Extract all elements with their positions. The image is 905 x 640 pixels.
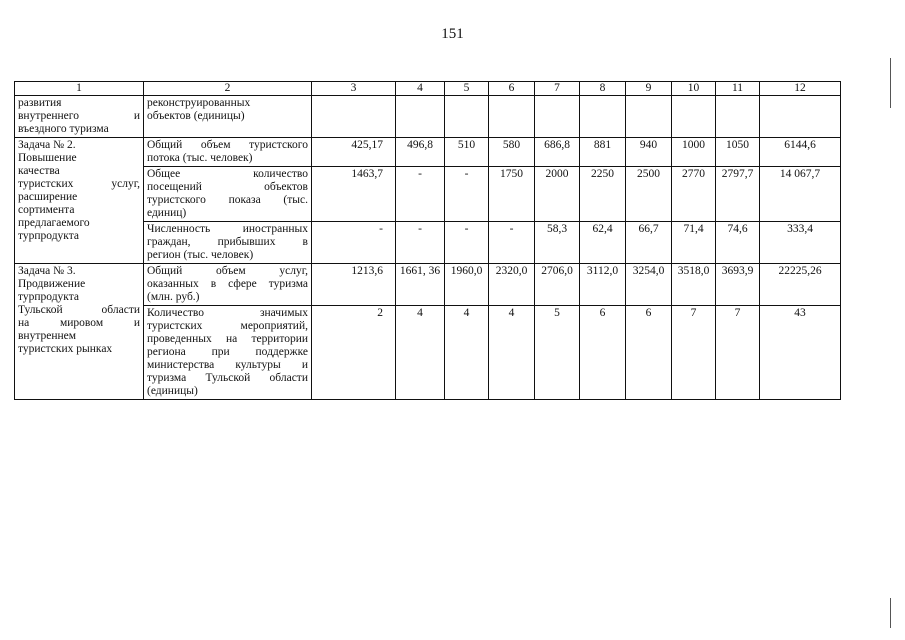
text-line: Общий объем услуг, — [147, 265, 308, 277]
value-cell: 4 — [396, 306, 445, 400]
margin-mark — [890, 598, 891, 628]
value-cell: 2706,0 — [535, 264, 580, 306]
value-cell: 3518,0 — [672, 264, 716, 306]
indicator-cell — [144, 138, 312, 167]
text-line: Продвижение — [18, 278, 86, 290]
column-header: 9 — [626, 82, 672, 96]
value-cell — [626, 96, 672, 138]
text-line: внутреннего и — [18, 110, 140, 122]
value-cell: 333,4 — [760, 222, 841, 264]
indicator-cell — [144, 222, 312, 264]
value-cell: 1960,0 — [445, 264, 489, 306]
value-cell: 1050 — [716, 138, 760, 167]
value-cell: 3693,9 — [716, 264, 760, 306]
value-cell: 1661, 36 — [396, 264, 445, 306]
value-cell: 2797,7 — [716, 167, 760, 222]
value-cell: 74,6 — [716, 222, 760, 264]
text-line: граждан, прибывших в — [147, 236, 308, 248]
text-line: Общий объем туристского — [147, 139, 308, 151]
value-cell: 1213,6 — [312, 264, 396, 306]
task-cell — [15, 138, 144, 264]
value-cell: - — [312, 222, 396, 264]
text-line: Численность иностранных — [147, 223, 308, 235]
column-header: 7 — [535, 82, 580, 96]
value-cell: 510 — [445, 138, 489, 167]
text-line: расширение — [18, 191, 78, 203]
text-line: въездного туризма — [18, 123, 109, 135]
text-line: туристских рынках — [18, 343, 113, 355]
value-cell: 3112,0 — [580, 264, 626, 306]
value-cell — [489, 96, 535, 138]
text-line: качества — [18, 165, 60, 177]
value-cell — [445, 96, 489, 138]
text-line: единиц) — [147, 207, 187, 219]
column-header: 8 — [580, 82, 626, 96]
text-line: Общее количество — [147, 168, 308, 180]
text-line: потока (тыс. человек) — [147, 152, 253, 164]
text-line: турпродукта — [18, 291, 80, 303]
value-cell: 1750 — [489, 167, 535, 222]
text-line: Задача № 3. — [18, 265, 76, 277]
value-cell — [312, 96, 396, 138]
value-cell: 58,3 — [535, 222, 580, 264]
column-header: 1 — [15, 82, 144, 96]
value-cell: 2770 — [672, 167, 716, 222]
value-cell: - — [445, 167, 489, 222]
value-cell: 2500 — [626, 167, 672, 222]
text-line: проведенных на территории — [147, 333, 308, 345]
text-line: (единицы) — [147, 385, 198, 397]
value-cell: 4 — [445, 306, 489, 400]
value-cell: - — [396, 167, 445, 222]
text-line: турпродукта — [18, 230, 80, 242]
text-line: внутреннем — [18, 330, 77, 342]
value-cell — [716, 96, 760, 138]
text-line: развития — [18, 97, 62, 109]
value-cell: 43 — [760, 306, 841, 400]
value-cell: 881 — [580, 138, 626, 167]
value-cell — [580, 96, 626, 138]
value-cell: 14 067,7 — [760, 167, 841, 222]
value-cell: 7 — [716, 306, 760, 400]
indicator-cell — [144, 264, 312, 306]
indicator-cell — [144, 306, 312, 400]
text-line: Тульской области — [18, 304, 140, 316]
value-cell: 686,8 — [535, 138, 580, 167]
column-header: 4 — [396, 82, 445, 96]
text-line: оказанных в сфере туризма — [147, 278, 308, 290]
value-cell: 940 — [626, 138, 672, 167]
text-line: Задача № 2. — [18, 139, 76, 151]
value-cell: 7 — [672, 306, 716, 400]
column-header: 10 — [672, 82, 716, 96]
value-cell: - — [489, 222, 535, 264]
value-cell: 1000 — [672, 138, 716, 167]
column-header: 3 — [312, 82, 396, 96]
indicators-table — [14, 81, 841, 400]
text-line: министерства культуры и — [147, 359, 308, 371]
text-line: туризма Тульской области — [147, 372, 308, 384]
value-cell: 6 — [580, 306, 626, 400]
text-line: Количество значимых — [147, 307, 308, 319]
value-cell: 4 — [489, 306, 535, 400]
value-cell: 496,8 — [396, 138, 445, 167]
column-header: 11 — [716, 82, 760, 96]
value-cell: 6144,6 — [760, 138, 841, 167]
value-cell: 22225,26 — [760, 264, 841, 306]
value-cell: 6 — [626, 306, 672, 400]
page-number: 151 — [441, 26, 464, 42]
table-row — [15, 264, 841, 306]
value-cell — [396, 96, 445, 138]
column-header: 12 — [760, 82, 841, 96]
text-line: Повышение — [18, 152, 77, 164]
table-row — [15, 138, 841, 167]
value-cell: 5 — [535, 306, 580, 400]
value-cell: 1463,7 — [312, 167, 396, 222]
task-cell — [15, 264, 144, 400]
value-cell: 71,4 — [672, 222, 716, 264]
value-cell: - — [396, 222, 445, 264]
indicator-cell — [144, 167, 312, 222]
value-cell: 62,4 — [580, 222, 626, 264]
task1-continuation-cell — [15, 96, 144, 138]
value-cell: 425,17 — [312, 138, 396, 167]
indicator-cell — [144, 96, 312, 138]
value-cell — [672, 96, 716, 138]
value-cell: - — [445, 222, 489, 264]
text-line: сортимента — [18, 204, 75, 216]
text-line: туристских услуг, — [18, 178, 140, 190]
value-cell: 3254,0 — [626, 264, 672, 306]
margin-mark — [890, 58, 891, 108]
header-row — [15, 82, 841, 96]
text-line: (млн. руб.) — [147, 291, 200, 303]
text-line: на мировом и — [18, 317, 140, 329]
column-header: 5 — [445, 82, 489, 96]
column-header: 6 — [489, 82, 535, 96]
value-cell: 2000 — [535, 167, 580, 222]
text-line: реконструированных — [147, 97, 251, 109]
text-line: туристских мероприятий, — [147, 320, 308, 332]
text-line: посещений объектов — [147, 181, 308, 193]
text-line: предлагаемого — [18, 217, 90, 229]
text-line: региона при поддержке — [147, 346, 308, 358]
value-cell: 580 — [489, 138, 535, 167]
text-line: объектов (единицы) — [147, 110, 245, 122]
text-line: туристского показа (тыс. — [147, 194, 308, 206]
value-cell: 2250 — [580, 167, 626, 222]
value-cell — [760, 96, 841, 138]
value-cell: 2 — [312, 306, 396, 400]
column-header: 2 — [144, 82, 312, 96]
text-line: регион (тыс. человек) — [147, 249, 254, 261]
value-cell: 2320,0 — [489, 264, 535, 306]
value-cell: 66,7 — [626, 222, 672, 264]
value-cell — [535, 96, 580, 138]
table-row — [15, 96, 841, 138]
